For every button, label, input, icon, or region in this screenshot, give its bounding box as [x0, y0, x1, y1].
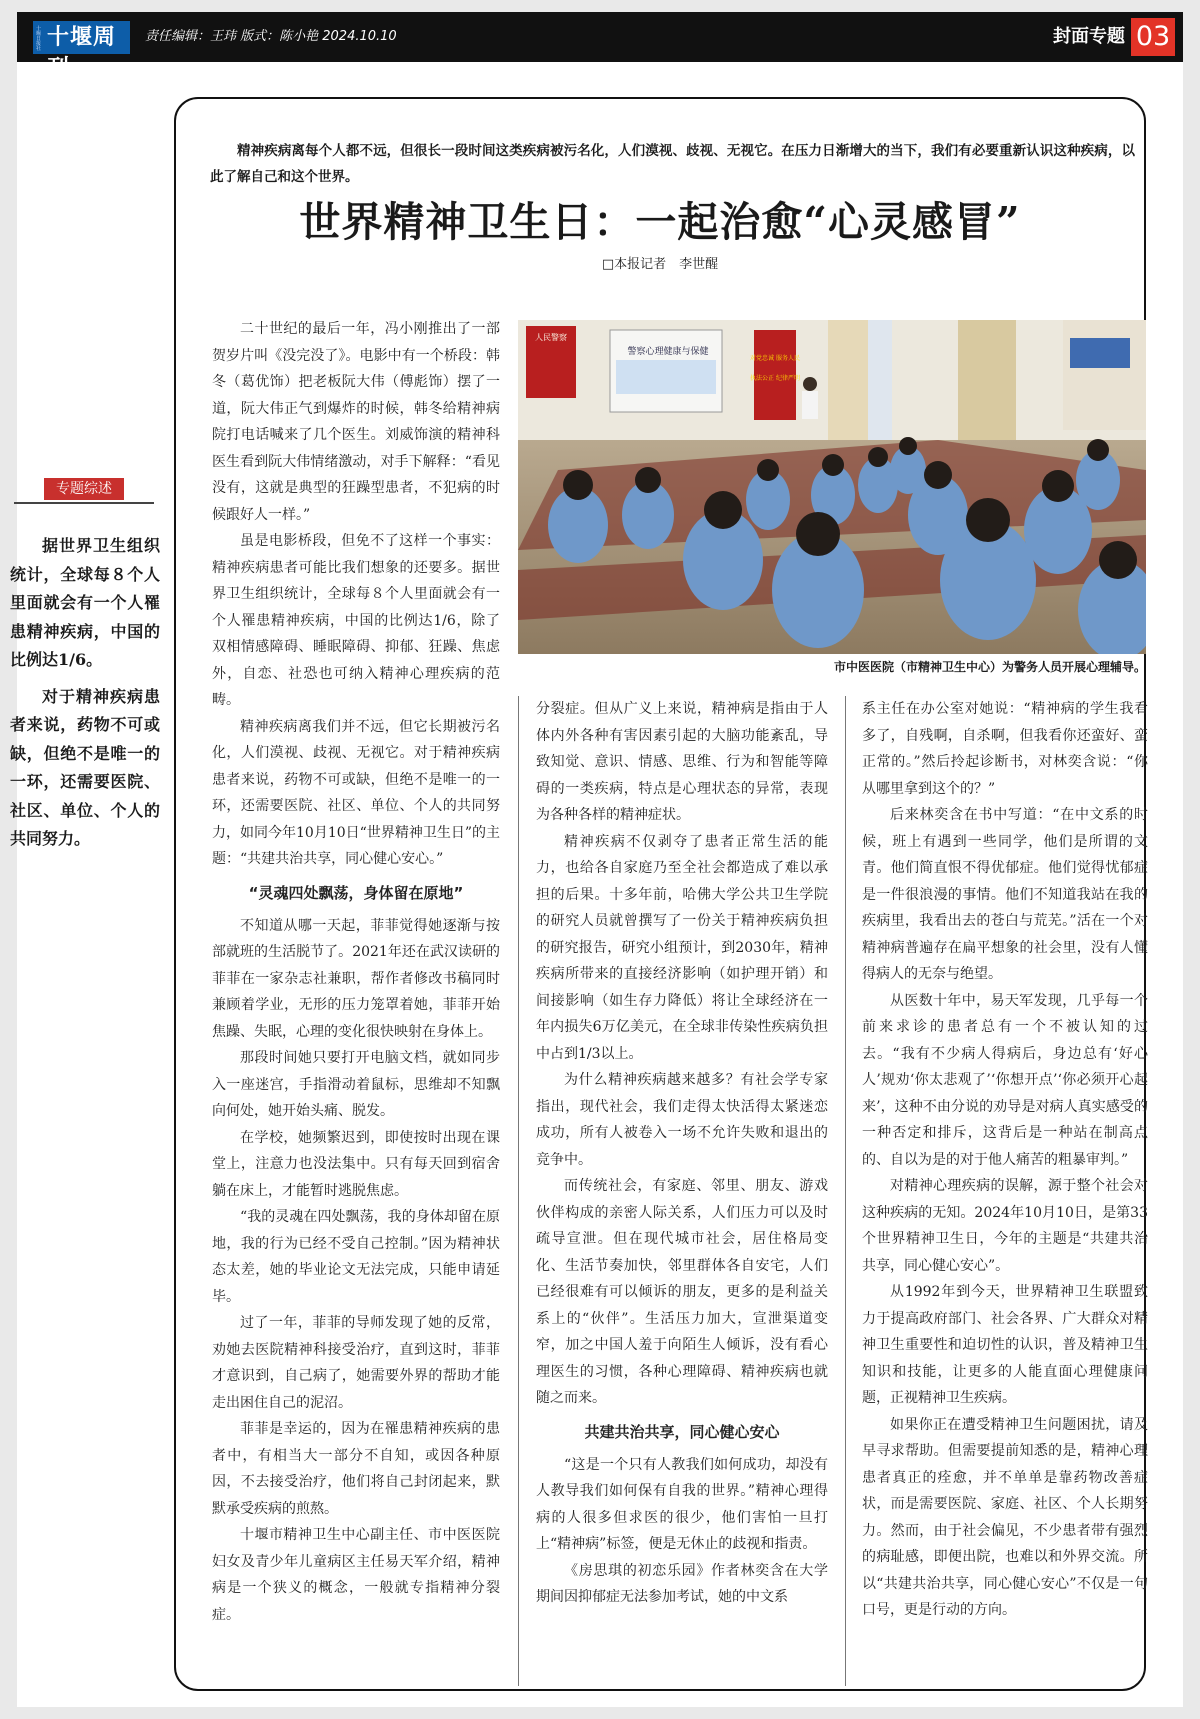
article-column-1 — [212, 316, 500, 1686]
article-column-3 — [862, 696, 1148, 1686]
paragraph: 后来林奕含在书中写道：“在中文系的时候，班上有遇到一些同学，他们是所谓的文青。他们简直恨不得优郁症。他们觉得忧郁症是一件很浪漫的事情。他们不知道我站在我的疾病里，我看出去的苍白与荒芜。”活在一个对精神病普遍存在扁平想象的社会里，没有人懂得病人的无奈与绝望。 — [862, 807, 1148, 982]
article-byline: □本报记者 李世醒 — [601, 257, 719, 272]
paragraph: 《房思琪的初恋乐园》作者林奕含在大学期间因抑郁症无法参加考试，她的中文系 — [536, 1562, 828, 1605]
article-photo — [518, 320, 1146, 654]
paragraph: 从医数十年中，易天军发现，几乎每一个前来求诊的患者总有一个不被认知的过去。“我有不少病人得病后，身边总有‘好心人’规劝‘你太悲观了’‘你想开点’‘你必须开心起来’，这种不由分说的劝导是对病人真实感受的一种否定和排斥，这背后是一种站在制高点的、自以为是的对于他人痛苦的粗暴审判。” — [862, 992, 1148, 1168]
paragraph: “我的灵魂在四处飘荡，我的身体却留在原地，我的行为已经不受自己控制。”因为精神状态太差，她的毕业论文无法完成，只能申请延毕。 — [212, 1209, 500, 1305]
paragraph: 十堰市精神卫生中心副主任、市中医医院妇女及青少年儿童病区主任易天军介绍，精神病是一个狭义的概念，一般就专指精神分裂症。 — [212, 1527, 500, 1623]
paragraph: 从1992年到今天，世界精神卫生联盟致力于提高政府部门、社会各界、广大群众对精神卫生重要性和迫切性的认识，普及精神卫生知识和技能，让更多的人能直面心理健康问题，正视精神卫生疾病。 — [862, 1284, 1148, 1406]
paragraph: 精神疾病不仅剥夺了患者正常生活的能力，也给各自家庭乃至全社会都造成了难以承担的后果。十多年前，哈佛大学公共卫生学院的研究人员就曾撰写了一份关于精神疾病负担的研究报告，研究小组预计，到2030年，精神疾病所带来的直接经济影响（如护理开销）和间接影响（如生存力降低）将让全球经济在一年内损失6万亿美元，在全球非传染性疾病负担中占到1/3以上。 — [536, 833, 828, 1062]
publication-logo — [33, 21, 130, 81]
paragraph: 二十世纪的最后一年，冯小刚推出了一部贺岁片叫《没完没了》。电影中有一个桥段：韩冬（葛优饰）把老板阮大伟（傅彪饰）摆了一道，阮大伟正气到爆炸的时候，韩冬给精神病院打电话喊来了几个医生。刘威饰演的精神科医生看到阮大伟情绪激动，对手下解释：“看见没有，这就是典型的狂躁型患者，不犯病的时候跟好人一样。” — [212, 321, 500, 523]
paragraph: 菲菲是幸运的，因为在罹患精神疾病的患者中，有相当大一部分不自知，或因各种原因，不去接受治疗，他们将自己封闭起来，默默承受疾病的煎熬。 — [212, 1421, 500, 1517]
sidebar-summary — [10, 532, 160, 854]
paragraph: 虽是电影桥段，但免不了这样一个事实：精神疾病患者可能比我们想象的还要多。据世界卫生组织统计，全球每８个人里面就会有一个人罹患精神疾病，中国的比例达1/6，除了双相情感障碍、睡眠障碍、抑郁、狂躁、焦虑外，自恋、社恐也可纳入精神心理疾病的范畴。 — [212, 533, 500, 708]
page-number: 03 — [1131, 18, 1175, 56]
paragraph: 在学校，她频繁迟到，即使按时出现在课堂上，注意力也没法集中。只有每天回到宿舍躺在床上，才能暂时逃脱焦虑。 — [212, 1129, 500, 1199]
photo-caption: 市中医医院（市精神卫生中心）为警务人员开展心理辅导。 — [833, 660, 1146, 674]
subheading: 共建共治共享，同心健心安心 — [584, 1422, 780, 1441]
publisher-mark: 十堰日报社 — [36, 26, 42, 52]
paragraph: 而传统社会，有家庭、邻里、朋友、游戏伙伴构成的亲密人际关系，人们压力可以及时疏导宣泄。但在现代城市社会，居住格局变化、生活节奏加快，邻里群体各自安宅，人们已经很难有可以倾诉的朋友，更多的是利益关系上的“伙伴”。生活压力加大，宣泄渠道变窄，加之中国人羞于向陌生人倾诉，没有看心理医生的习惯，各种心理障碍、精神疾病也就随之而来。 — [536, 1178, 828, 1406]
paragraph: 精神疾病离我们并不远，但它长期被污名化，人们漠视、歧视、无视它。对于精神疾病患者来说，药物不可或缺，但绝不是唯一的一环，还需要医院、社区、单位、个人的共同努力，如同今年10月10日“世界精神卫生日”的主题：“共建共治共享，同心健心安心。” — [212, 718, 500, 867]
paragraph: 不知道从哪一天起，菲菲觉得她逐渐与按部就班的生活脱节了。2021年还在武汉读研的菲菲在一家杂志社兼职，帮作者修改书稿同时兼顾着学业，无形的压力笼罩着她，菲菲开始焦躁、失眠，心理的变化很快映射在身体上。 — [212, 917, 500, 1040]
sidebar-paragraph: 据世界卫生组织统计，全球每８个人里面就会有一个人罹患精神疾病，中国的比例达1/6。 — [10, 536, 160, 669]
page-header-bar — [17, 12, 1183, 81]
column-rule — [518, 696, 519, 1686]
sidebar-divider — [14, 502, 154, 504]
column-rule — [845, 696, 846, 1686]
editor-info: 责任编辑：王玮 版式：陈小艳 2024.10.10 — [145, 29, 397, 44]
article-headline: 世界精神卫生日：一起治愈“心灵感冒” — [299, 198, 1021, 246]
paragraph: 那段时间她只要打开电脑文档，就如同步入一座迷宫，手指滑动着鼠标，思维却不知飘向何处，她开始头痛、脱发。 — [212, 1050, 500, 1119]
article-lead: 精神疾病离每个人都不远，但很长一段时间这类疾病被污名化，人们漠视、歧视、无视它。在压力日渐增大的当下，我们有必要重新认识这种疾病，以此了解自己和这个世界。 — [210, 143, 1135, 185]
svg-text:警察心理健康与保健: 警察心理健康与保健 — [627, 347, 709, 357]
paragraph: 为什么精神疾病越来越多？有社会学专家指出，现代社会，我们走得太快活得太紧迷恋成功，所有人被卷入一场不允许失败和退出的竞争中。 — [536, 1072, 828, 1168]
paragraph: 过了一年，菲菲的导师发现了她的反常，劝她去医院精神科接受治疗，直到这时，菲菲才意识到，自己病了，她需要外界的帮助才能走出困住自己的泥沼。 — [212, 1315, 500, 1411]
article-column-2 — [536, 696, 828, 1686]
section-name: 封面专题 — [1053, 26, 1125, 47]
sidebar-paragraph: 对于精神疾病患者来说，药物不可或缺，但绝不是唯一的一环，还需要医院、社区、单位、个人的共同努力。 — [10, 686, 160, 848]
paragraph: 对精神心理疾病的误解，源于整个社会对这种疾病的无知。2024年10月10日，是第33个世界精神卫生日，今年的主题是“共建共治共享，同心健心安心”。 — [862, 1178, 1148, 1274]
svg-text:执法公正 纪律严明: 执法公正 纪律严明 — [750, 375, 800, 382]
paragraph: 系主任在办公室对她说：“精神病的学生我看多了，自残啊，自杀啊，但我看你还蛮好、蛮正常的。”然后拎起诊断书，对林奕含说：“你从哪里拿到这个的？” — [862, 701, 1148, 797]
paragraph: “这是一个只有人教我们如何成功，却没有人教导我们如何保有自我的世界。”精神心理得病的人很多但求医的很少，他们害怕一旦打上“精神病”标签，便是无休止的歧视和指责。 — [536, 1456, 828, 1552]
publication-name: 十堰周刊 — [47, 24, 117, 81]
paragraph: 如果你正在遭受精神卫生问题困扰，请及早寻求帮助。但需要提前知悉的是，精神心理患者真正的痊愈，并不单单是靠药物改善症状，而是需要医院、家庭、社区、个人长期努力。然而，由于社会偏见，不少患者带有强烈的病耻感，即便出院，也难以和外界交流。所以“共建共治共享，同心健心安心”不仅是一句口号，更是行动的方向。 — [862, 1416, 1148, 1618]
svg-text:人民警察: 人民警察 — [535, 333, 567, 342]
sidebar-tag: 专题综述 — [44, 478, 124, 500]
training-room-photo — [518, 320, 1146, 654]
paragraph: 分裂症。但从广义上来说，精神病是指由于人体内外各种有害因素引起的大脑功能紊乱，导致知觉、意识、情感、思维、行为和智能等障碍的一类疾病，特点是心理状态的异常，表现为各种各样的精神症状。 — [536, 701, 828, 823]
subheading: “灵魂四处飘荡，身体留在原地” — [248, 883, 464, 902]
svg-text:对党忠诚 服务人民: 对党忠诚 服务人民 — [750, 355, 800, 362]
